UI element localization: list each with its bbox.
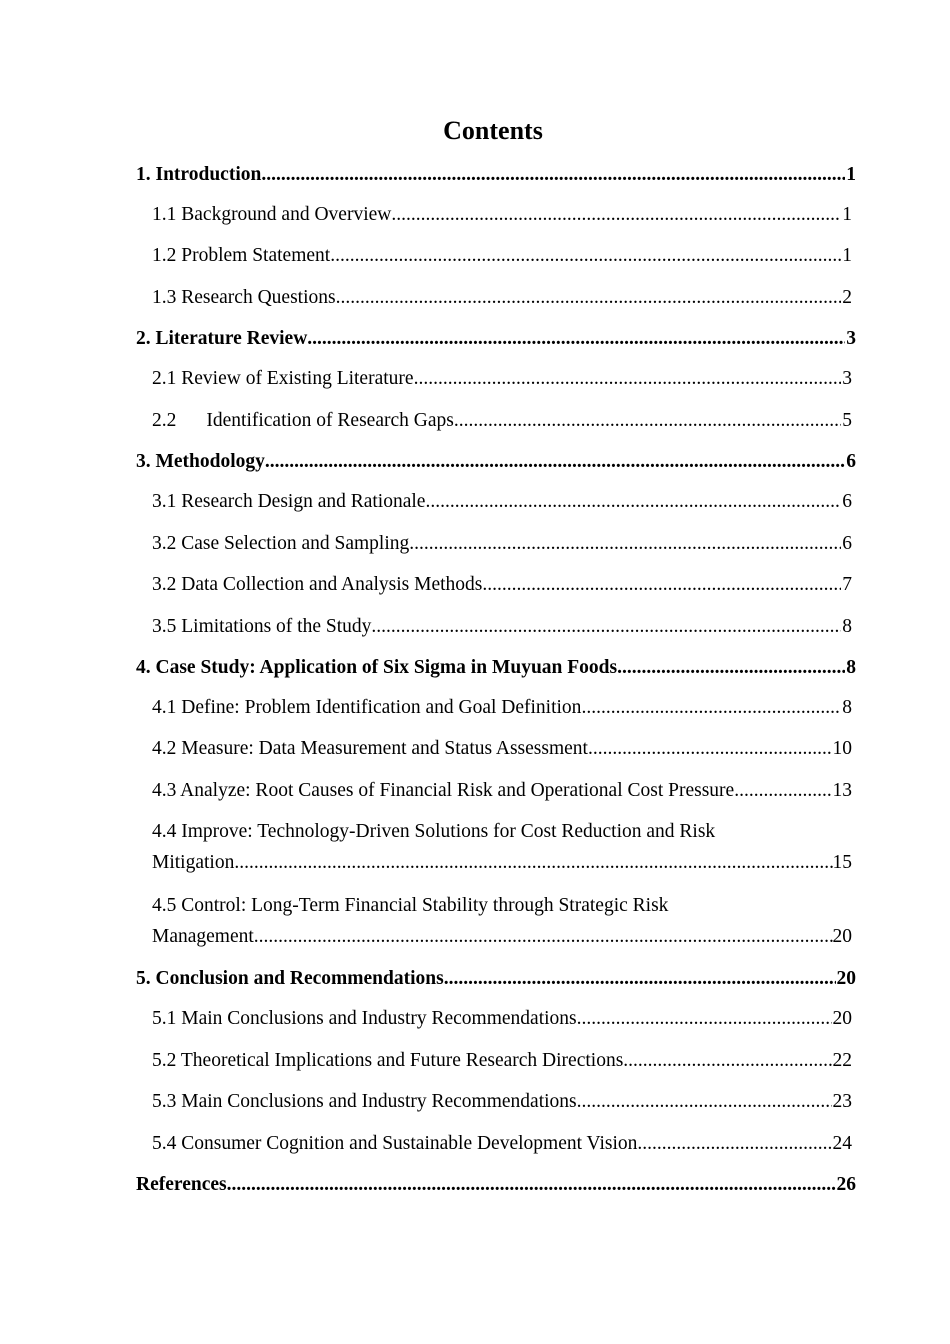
toc-page-number: 23 [832,1091,852,1112]
toc-entry-main-conclusions[interactable] [152,1004,852,1034]
toc-entry-label: 3.2 Case Selection and Sampling [152,533,410,554]
toc-leader-dots [577,1004,832,1034]
toc-entry-label: 1.3 Research Questions [152,287,336,308]
toc-leader-dots [265,447,845,477]
toc-page-number: 6 [846,451,856,472]
toc-page-number: 24 [832,1133,852,1154]
toc-page-number: 26 [836,1174,856,1195]
toc-leader-dots [371,612,841,642]
toc-entry-introduction[interactable] [136,160,856,190]
toc-entry-label: 4.1 Define: Problem Identification and Goal Definition [152,697,582,718]
toc-leader-dots [637,1129,831,1159]
toc-page-number: 22 [832,1050,852,1071]
toc-page-number: 3 [846,328,856,349]
toc-leader-dots [482,570,841,600]
toc-entry-label: References [136,1174,227,1195]
toc-leader-dots [444,964,836,994]
toc-page-number: 8 [842,616,852,637]
toc-page-number: 8 [846,657,856,678]
toc-entry-label: 3.2 Data Collection and Analysis Methods [152,574,483,595]
toc-page-number: 7 [842,574,852,595]
toc-entry-methodology[interactable] [136,447,856,477]
toc-entry-existing-literature[interactable] [152,364,852,394]
toc-page-number: 1 [846,164,856,185]
toc-entry-case-selection[interactable] [152,529,852,559]
toc-entry-label: 4. Case Study: Application of Six Sigma in Muyuan Foods [136,657,618,678]
toc-entry-data-collection[interactable] [152,570,852,600]
toc-page-number: 20 [832,926,852,947]
toc-entry-background-overview[interactable] [152,200,852,230]
toc-entry-number: 2.2 [152,410,177,431]
toc-entry-improve[interactable] [152,817,852,879]
toc-leader-dots [734,776,831,806]
toc-entry-label-line2: Mitigation [152,852,235,873]
toc-page-number: 6 [842,491,852,512]
toc-entry-label-line1: 4.5 Control: Long-Term Financial Stability through Strategic Risk [152,895,669,916]
toc-leader-dots [623,1046,831,1076]
toc-entry-literature-review[interactable] [136,324,856,354]
toc-leader-dots [261,160,845,190]
toc-entry-main-conclusions-2[interactable] [152,1087,852,1117]
toc-leader-dots [307,324,845,354]
toc-leader-dots [254,921,833,953]
toc-page-number: 10 [832,738,852,759]
toc-entry-label: 2. Literature Review [136,328,308,349]
toc-entry-label: 4.3 Analyze: Root Causes of Financial Risk and Operational Cost Pressure [152,780,735,801]
toc-leader-dots [577,1087,832,1117]
toc-entry-label: 1.1 Background and Overview [152,204,392,225]
toc-entry-label: 2.1 Review of Existing Literature [152,368,414,389]
toc-entry-label: 5. Conclusion and Recommendations [136,968,444,989]
toc-leader-dots [588,734,832,764]
toc-entry-define[interactable] [152,693,852,723]
toc-title: Contents [443,116,543,145]
toc-page-number: 8 [842,697,852,718]
toc-page-number: 20 [836,968,856,989]
toc-entry-case-study[interactable] [136,653,856,683]
toc-entry-label: 5.2 Theoretical Implications and Future Research Directions [152,1050,624,1071]
toc-entry-control[interactable] [152,891,852,953]
toc-entry-label: 3.1 Research Design and Rationale [152,491,426,512]
toc-page-number: 1 [842,245,852,266]
toc-entry-research-questions[interactable] [152,283,852,313]
toc-entry-label: 5.4 Consumer Cognition and Sustainable Development Vision [152,1133,638,1154]
toc-leader-dots [617,653,845,683]
toc-entry-text: Identification of Research Gaps [206,410,454,431]
toc-entry-label [152,406,454,436]
toc-entry-research-design[interactable] [152,487,852,517]
toc-entry-conclusion[interactable] [136,964,856,994]
toc-entry-references[interactable] [136,1170,856,1200]
toc-leader-dots [409,529,841,559]
toc-entry-problem-statement[interactable] [152,241,852,271]
toc-entry-label: 5.3 Main Conclusions and Industry Recommendations [152,1091,577,1112]
toc-entry-research-gaps[interactable] [152,406,852,436]
toc-leader-dots [454,406,841,436]
toc-page-number: 1 [842,204,852,225]
toc-entry-label-line2: Management [152,926,254,947]
toc-page-number: 13 [832,780,852,801]
toc-page-number: 6 [842,533,852,554]
toc-entry-label: 3. Methodology [136,451,265,472]
toc-entry-label: 1.2 Problem Statement [152,245,331,266]
toc-entry-consumer-cognition[interactable] [152,1129,852,1159]
toc-leader-dots [330,241,841,271]
toc-entry-label: 5.1 Main Conclusions and Industry Recommendations [152,1008,577,1029]
toc-leader-dots [227,1170,836,1200]
toc-page-number: 15 [832,852,852,873]
toc-entry-label: 3.5 Limitations of the Study [152,616,372,637]
toc-leader-dots [336,283,842,313]
toc-entry-label: 4.2 Measure: Data Measurement and Status Assessment [152,738,588,759]
toc-leader-dots [234,847,832,879]
toc-entry-analyze[interactable] [152,776,852,806]
toc-entry-limitations[interactable] [152,612,852,642]
toc-leader-dots [391,200,841,230]
toc-entry-theoretical-implications[interactable] [152,1046,852,1076]
toc-page-number: 2 [842,287,852,308]
toc-entry-measure[interactable] [152,734,852,764]
toc-page-number: 20 [832,1008,852,1029]
toc-page-number: 5 [842,410,852,431]
toc-leader-dots [425,487,841,517]
toc-leader-dots [414,364,842,394]
toc-leader-dots [581,693,841,723]
toc-page-number: 3 [842,368,852,389]
toc-entry-label-line1: 4.4 Improve: Technology-Driven Solutions for Cost Reduction and Risk [152,821,716,842]
toc-entry-label: 1. Introduction [136,164,262,185]
